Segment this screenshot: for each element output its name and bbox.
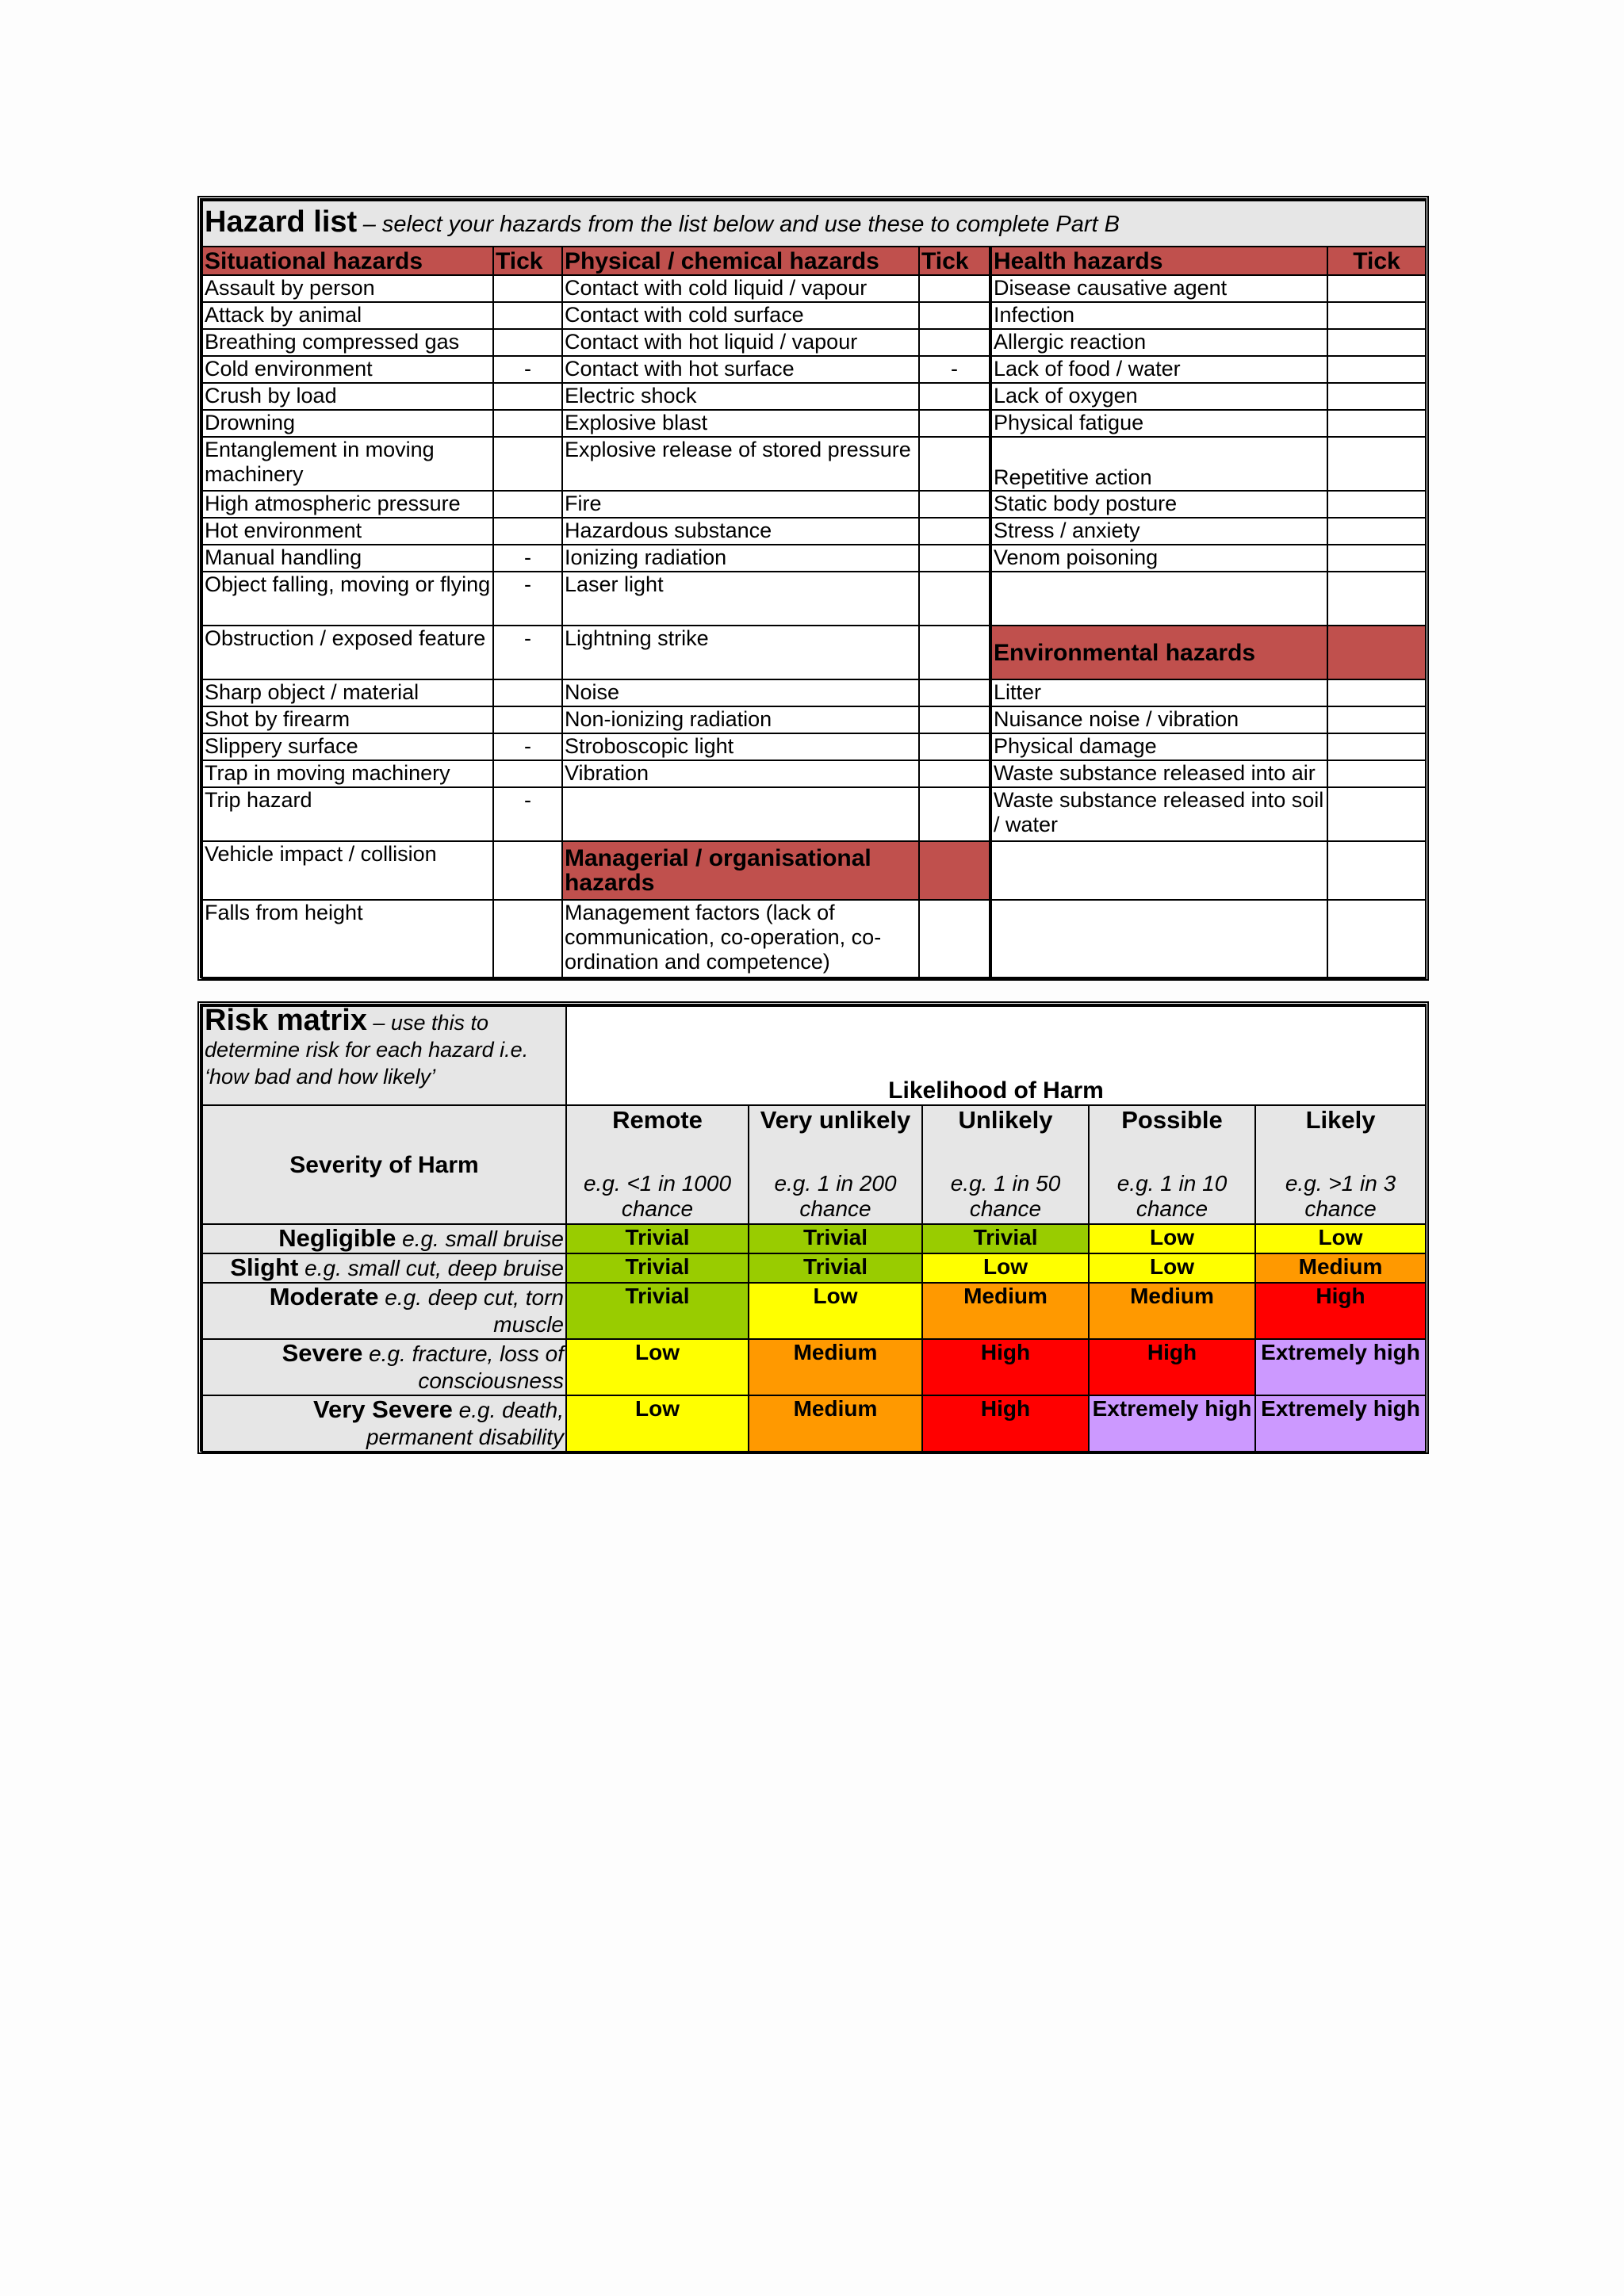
severity-name: Negligible <box>278 1224 396 1252</box>
health-hazard: Disease causative agent <box>990 275 1327 302</box>
likelihood-col-unlikely <box>922 1105 1089 1224</box>
health-tick-box[interactable] <box>1327 841 1426 900</box>
health-tick-box[interactable] <box>1327 356 1426 383</box>
likelihood-name: Very unlikely <box>760 1106 911 1134</box>
severity-name: Severe <box>282 1339 363 1367</box>
physical-tick-box[interactable] <box>919 679 990 706</box>
situational-hazard: Sharp object / material <box>202 679 493 706</box>
risk-level-cell: Low <box>922 1253 1089 1283</box>
physical-hazard: Management factors (lack of communication, co-operation, co-ordination and competence) <box>562 900 919 978</box>
risk-level-cell: Low <box>566 1395 749 1452</box>
likelihood-col-likely <box>1255 1105 1426 1224</box>
health-tick-box[interactable] <box>1327 706 1426 733</box>
risk-level-cell: Extremely high <box>1255 1339 1426 1395</box>
situational-hazard: Attack by animal <box>202 302 493 329</box>
situational-tick-box[interactable] <box>493 302 562 329</box>
physical-tick-box[interactable] <box>919 518 990 545</box>
physical-tick-box[interactable] <box>919 626 990 679</box>
health-hazard: Physical fatigue <box>990 410 1327 437</box>
health-hazards-header: Health hazards <box>990 247 1327 275</box>
risk-level-cell: Medium <box>749 1339 922 1395</box>
situational-hazard: Breathing compressed gas <box>202 329 493 356</box>
severity-label <box>202 1224 566 1253</box>
physical-hazard: Contact with cold liquid / vapour <box>562 275 919 302</box>
severity-example: e.g. death, permanent disability <box>366 1398 564 1449</box>
physical-hazard: Electric shock <box>562 383 919 410</box>
health-hazard: Waste substance released into soil / water <box>990 787 1327 841</box>
risk-level-cell: Trivial <box>749 1224 922 1253</box>
situational-hazard: Drowning <box>202 410 493 437</box>
physical-tick-box[interactable] <box>919 733 990 760</box>
severity-row <box>202 1339 1426 1395</box>
physical-hazard: Contact with cold surface <box>562 302 919 329</box>
hazard-row <box>202 275 1426 302</box>
severity-label <box>202 1253 566 1283</box>
situational-tick-box[interactable]: - <box>493 787 562 841</box>
hazard-row <box>202 900 1426 978</box>
severity-name: Very Severe <box>313 1395 453 1423</box>
risk-level-cell: Medium <box>749 1395 922 1452</box>
physical-hazard: Hazardous substance <box>562 518 919 545</box>
severity-row <box>202 1224 1426 1253</box>
likelihood-example: e.g. 1 in 200 chance <box>774 1171 897 1221</box>
hazard-row <box>202 302 1426 329</box>
situational-tick-box[interactable] <box>493 437 562 491</box>
health-hazard: Infection <box>990 302 1327 329</box>
likelihood-example: e.g. <1 in 1000 chance <box>583 1171 732 1221</box>
tick-header-situational: Tick <box>493 247 562 275</box>
physical-hazard: Laser light <box>562 572 919 626</box>
risk-matrix-panel <box>197 1001 1429 1454</box>
likelihood-col-very-unlikely <box>749 1105 922 1224</box>
likelihood-example: e.g. 1 in 50 chance <box>950 1171 1061 1221</box>
likelihood-name: Unlikely <box>958 1106 1053 1134</box>
likelihood-name: Possible <box>1121 1106 1223 1134</box>
tick-header-health: Tick <box>1327 247 1426 275</box>
health-tick-box[interactable] <box>1327 545 1426 572</box>
physical-tick-box[interactable] <box>919 329 990 356</box>
situational-tick-box[interactable]: - <box>493 572 562 626</box>
risk-level-cell: Medium <box>1089 1283 1255 1339</box>
risk-level-cell: Low <box>749 1283 922 1339</box>
physical-hazard: Noise <box>562 679 919 706</box>
situational-tick-box[interactable]: - <box>493 626 562 679</box>
physical-tick-box[interactable] <box>919 437 990 491</box>
health-hazard: Repetitive action <box>990 437 1327 491</box>
likelihood-title: Likelihood of Harm <box>566 1006 1426 1105</box>
physical-tick-box[interactable] <box>919 760 990 787</box>
health-hazard <box>990 841 1327 900</box>
risk-level-cell: Trivial <box>566 1224 749 1253</box>
physical-tick-box[interactable] <box>919 491 990 518</box>
severity-label <box>202 1395 566 1452</box>
health-hazard: Litter <box>990 679 1327 706</box>
physical-hazard: Explosive blast <box>562 410 919 437</box>
situational-tick-box[interactable] <box>493 706 562 733</box>
situational-tick-box[interactable] <box>493 275 562 302</box>
situational-tick-box[interactable] <box>493 410 562 437</box>
situational-hazard: Entanglement in moving machinery <box>202 437 493 491</box>
severity-label <box>202 1283 566 1339</box>
hazard-table <box>201 200 1427 979</box>
hazard-row <box>202 626 1426 679</box>
risk-level-cell: Trivial <box>566 1283 749 1339</box>
risk-level-cell: High <box>922 1339 1089 1395</box>
health-tick-box[interactable] <box>1327 518 1426 545</box>
health-tick-box[interactable] <box>1327 572 1426 626</box>
risk-level-cell: High <box>922 1395 1089 1452</box>
situational-tick-box[interactable] <box>493 900 562 978</box>
physical-tick-box[interactable] <box>919 410 990 437</box>
physical-hazard: Fire <box>562 491 919 518</box>
likelihood-example: e.g. >1 in 3 chance <box>1285 1171 1396 1221</box>
health-hazard: Nuisance noise / vibration <box>990 706 1327 733</box>
situational-hazard: Cold environment <box>202 356 493 383</box>
situational-tick-box[interactable] <box>493 760 562 787</box>
hazard-row <box>202 733 1426 760</box>
health-tick-box[interactable] <box>1327 275 1426 302</box>
likelihood-example: e.g. 1 in 10 chance <box>1116 1171 1228 1221</box>
health-hazard <box>990 572 1327 626</box>
situational-hazards-header: Situational hazards <box>202 247 493 275</box>
severity-row <box>202 1395 1426 1452</box>
risk-level-cell: Medium <box>1255 1253 1426 1283</box>
physical-tick-box[interactable] <box>919 302 990 329</box>
hazard-row <box>202 545 1426 572</box>
health-hazard: Stress / anxiety <box>990 518 1327 545</box>
situational-tick-box[interactable] <box>493 841 562 900</box>
hazard-row <box>202 572 1426 626</box>
severity-example: e.g. fracture, loss of consciousness <box>369 1341 564 1393</box>
risk-level-cell: Low <box>1255 1224 1426 1253</box>
situational-hazard: Trap in moving machinery <box>202 760 493 787</box>
physical-hazard: Vibration <box>562 760 919 787</box>
physical-hazard: Ionizing radiation <box>562 545 919 572</box>
risk-level-cell: Medium <box>922 1283 1089 1339</box>
health-hazard: Lack of oxygen <box>990 383 1327 410</box>
hazard-row <box>202 356 1426 383</box>
hazard-list-subtitle: – select your hazards from the list below and use these to complete Part B <box>362 212 1120 237</box>
health-tick-box[interactable] <box>1327 679 1426 706</box>
health-tick-box[interactable] <box>1327 302 1426 329</box>
physical-tick-box[interactable] <box>919 545 990 572</box>
physical-tick-box[interactable] <box>919 706 990 733</box>
risk-level-cell: Low <box>1089 1224 1255 1253</box>
hazard-row <box>202 491 1426 518</box>
environmental-hazards-header: Environmental hazards <box>990 626 1327 679</box>
situational-tick-box[interactable] <box>493 491 562 518</box>
situational-hazard: Assault by person <box>202 275 493 302</box>
risk-level-cell: Trivial <box>749 1253 922 1283</box>
situational-hazard: High atmospheric pressure <box>202 491 493 518</box>
severity-example: e.g. small bruise <box>402 1226 564 1251</box>
hazard-list-title: Hazard list <box>205 205 358 239</box>
physical-hazard: Contact with hot liquid / vapour <box>562 329 919 356</box>
health-tick-box[interactable] <box>1327 787 1426 841</box>
situational-hazard: Trip hazard <box>202 787 493 841</box>
hazard-row <box>202 679 1426 706</box>
situational-tick-box[interactable] <box>493 679 562 706</box>
risk-matrix-subtitle: – use this to determine risk for each hazard i.e. ‘how bad and how likely’ <box>205 1011 529 1089</box>
risk-matrix-title: Risk matrix <box>205 1006 367 1037</box>
risk-level-cell: Trivial <box>922 1224 1089 1253</box>
likelihood-col-remote <box>566 1105 749 1224</box>
situational-hazard: Falls from height <box>202 900 493 978</box>
hazard-row <box>202 518 1426 545</box>
health-hazard: Static body posture <box>990 491 1327 518</box>
severity-name: Moderate <box>269 1283 379 1311</box>
physical-hazard: Contact with hot surface <box>562 356 919 383</box>
managerial-hazards-header: Managerial / organisational hazards <box>562 841 919 900</box>
hazard-row <box>202 329 1426 356</box>
severity-row <box>202 1283 1426 1339</box>
physical-hazard <box>562 787 919 841</box>
severity-name: Slight <box>230 1253 299 1281</box>
health-hazard: Allergic reaction <box>990 329 1327 356</box>
health-tick-box[interactable] <box>1327 900 1426 978</box>
situational-hazard: Object falling, moving or flying <box>202 572 493 626</box>
health-hazard: Physical damage <box>990 733 1327 760</box>
health-hazard <box>990 900 1327 978</box>
health-tick-box[interactable] <box>1327 733 1426 760</box>
physical-tick-box[interactable] <box>919 275 990 302</box>
situational-tick-box[interactable]: - <box>493 356 562 383</box>
situational-hazard: Crush by load <box>202 383 493 410</box>
health-tick-box[interactable] <box>1327 437 1426 491</box>
severity-example: e.g. small cut, deep bruise <box>304 1256 564 1280</box>
risk-matrix-table <box>201 1005 1427 1452</box>
hazard-row <box>202 383 1426 410</box>
risk-level-cell: Trivial <box>566 1253 749 1283</box>
situational-tick-box[interactable]: - <box>493 733 562 760</box>
physical-hazard: Stroboscopic light <box>562 733 919 760</box>
hazard-list-header <box>202 201 1426 247</box>
risk-matrix-header <box>202 1006 566 1105</box>
health-hazard: Waste substance released into air <box>990 760 1327 787</box>
health-hazard: Lack of food / water <box>990 356 1327 383</box>
health-tick-box[interactable] <box>1327 383 1426 410</box>
risk-level-cell: High <box>1089 1339 1255 1395</box>
severity-row <box>202 1253 1426 1283</box>
hazard-row <box>202 760 1426 787</box>
severity-example: e.g. deep cut, torn muscle <box>385 1285 564 1337</box>
hazard-row <box>202 437 1426 491</box>
risk-level-cell: High <box>1255 1283 1426 1339</box>
situational-tick-box[interactable] <box>493 329 562 356</box>
situational-hazard: Slippery surface <box>202 733 493 760</box>
hazard-row <box>202 410 1426 437</box>
tick-header-physical: Tick <box>919 247 990 275</box>
physical-tick-box[interactable] <box>919 383 990 410</box>
hazard-list-panel <box>197 196 1429 981</box>
physical-hazard: Explosive release of stored pressure <box>562 437 919 491</box>
risk-level-cell: Low <box>566 1339 749 1395</box>
situational-tick-box[interactable]: - <box>493 545 562 572</box>
situational-hazard: Manual handling <box>202 545 493 572</box>
health-tick-box[interactable] <box>1327 410 1426 437</box>
likelihood-name: Remote <box>612 1106 703 1134</box>
situational-tick-box[interactable] <box>493 383 562 410</box>
likelihood-name: Likely <box>1305 1106 1376 1134</box>
physical-tick-box[interactable] <box>919 787 990 841</box>
environmental-header-tick <box>1327 626 1426 679</box>
physical-hazard: Non-ionizing radiation <box>562 706 919 733</box>
situational-hazard: Shot by firearm <box>202 706 493 733</box>
physical-tick-box[interactable]: - <box>919 356 990 383</box>
severity-label <box>202 1339 566 1395</box>
situational-hazard: Vehicle impact / collision <box>202 841 493 900</box>
physical-hazard: Lightning strike <box>562 626 919 679</box>
situational-tick-box[interactable] <box>493 518 562 545</box>
situational-hazard: Hot environment <box>202 518 493 545</box>
hazard-row <box>202 841 1426 900</box>
situational-hazard: Obstruction / exposed feature <box>202 626 493 679</box>
physical-tick-box[interactable] <box>919 900 990 978</box>
physical-hazards-header: Physical / chemical hazards <box>562 247 919 275</box>
risk-level-cell: Extremely high <box>1089 1395 1255 1452</box>
health-tick-box[interactable] <box>1327 491 1426 518</box>
hazard-row <box>202 706 1426 733</box>
health-hazard: Venom poisoning <box>990 545 1327 572</box>
hazard-row <box>202 787 1426 841</box>
health-tick-box[interactable] <box>1327 329 1426 356</box>
likelihood-col-possible <box>1089 1105 1255 1224</box>
severity-title: Severity of Harm <box>202 1105 566 1224</box>
managerial-header-tick <box>919 841 990 900</box>
risk-level-cell: Low <box>1089 1253 1255 1283</box>
risk-level-cell: Extremely high <box>1255 1395 1426 1452</box>
health-tick-box[interactable] <box>1327 760 1426 787</box>
physical-tick-box[interactable] <box>919 572 990 626</box>
